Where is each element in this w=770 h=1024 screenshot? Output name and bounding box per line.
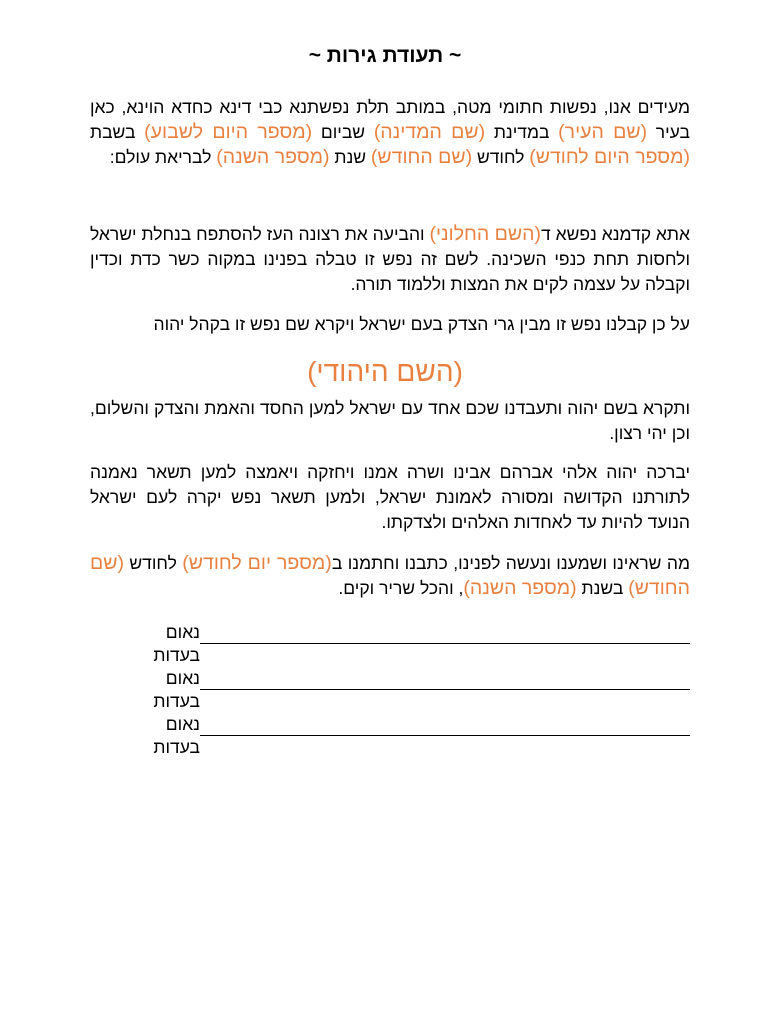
placeholder-month: (שם החודש) <box>370 146 473 168</box>
text: לחודש <box>123 553 183 573</box>
paragraph-acceptance: על כן קבלנו נפש זו מבין גרי הצדק בעם ישראל ויקרא שם נפש זו בקהל יהוה <box>153 314 690 334</box>
paragraph-closing <box>90 551 690 601</box>
placeholder-month: (שם החודש) <box>90 552 690 599</box>
page-title: ~ תעודת גירות ~ <box>308 44 462 67</box>
signature-row <box>90 667 690 690</box>
placeholder-weekday: (מספר היום לשבוע) <box>144 121 313 143</box>
witness-row <box>90 736 690 759</box>
placeholder-secular-name: (השם החלוני) <box>429 223 541 245</box>
paragraph-immersion <box>90 222 690 297</box>
signature-line[interactable] <box>200 629 690 644</box>
signature-label: נאום <box>165 714 200 734</box>
witness-label: בעדות <box>153 691 200 711</box>
text: במדינת <box>485 122 559 142</box>
paragraph-service: ותקרא בשם יהוה ותעבדנו שכם אחד עם ישראל למען החסד והאמת והצדק והשלום, וכן יהי רצון. <box>90 398 690 443</box>
signature-row <box>90 621 690 644</box>
text: שביום <box>312 122 374 142</box>
text: מה שראינו ושמענו ונעשה לפנינו, כתבנו וחתמנו ב <box>331 553 690 573</box>
spacer <box>200 653 690 667</box>
paragraph-testimony <box>90 95 690 170</box>
witness-row <box>90 644 690 667</box>
placeholder-year: (מספר השנה) <box>463 577 577 599</box>
paragraph-blessing: יברכה יהוה אלהי אברהם אבינו ושרה אמנו ויחזקה ויאמצה למען תשאר נאמנה לתורתנו הקדושה ומסורה לאמונת ישראל, ולמען תשאר נפש יקרה לעם ישראל הנועד להיות עד לאחדות האלהים ולצדקתו. <box>90 462 690 532</box>
signature-row <box>90 713 690 736</box>
signature-line[interactable] <box>200 675 690 690</box>
text: לחודש <box>472 147 530 167</box>
placeholder-monthday: (מספר היום לחודש) <box>529 146 690 168</box>
spacer <box>200 745 690 759</box>
text: אתא קדמנא נפשא ד <box>541 224 691 244</box>
text: שנת <box>329 147 371 167</box>
spacer <box>200 699 690 713</box>
signature-line[interactable] <box>200 721 690 736</box>
placeholder-jewish-name: (השם היהודי) <box>307 356 463 387</box>
signature-label: נאום <box>165 622 200 642</box>
text: בשנת <box>576 578 629 598</box>
text: והביעה את רצונה העז להסתפח בנחלת ישראל ולחסות תחת כנפי השכינה. לשם זה נפש זו טבלה בפנינו במקוה כשר כדת וכדין וקבלה על עצמה לקים את המצות וללמוד תורה. <box>90 224 690 294</box>
signature-label: נאום <box>165 668 200 688</box>
placeholder-city: (שם העיר) <box>558 121 648 143</box>
witness-row <box>90 690 690 713</box>
text: לבריאת עולם: <box>109 147 217 167</box>
placeholder-country: (שם המדינה) <box>373 121 486 143</box>
signature-block <box>90 621 690 759</box>
witness-label: בעדות <box>153 645 200 665</box>
text: , והכל שריר וקים. <box>338 578 464 598</box>
text: בשבת <box>90 122 145 142</box>
witness-label: בעדות <box>153 737 200 757</box>
text: מעידים אנו, נפשות חתומי מטה, במותב תלת נפשתנא כבי דינא כחדא הוינא, כאן בעיר <box>90 97 690 142</box>
placeholder-monthday: (מספר יום לחודש) <box>182 552 332 574</box>
placeholder-year: (מספר השנה) <box>216 146 330 168</box>
